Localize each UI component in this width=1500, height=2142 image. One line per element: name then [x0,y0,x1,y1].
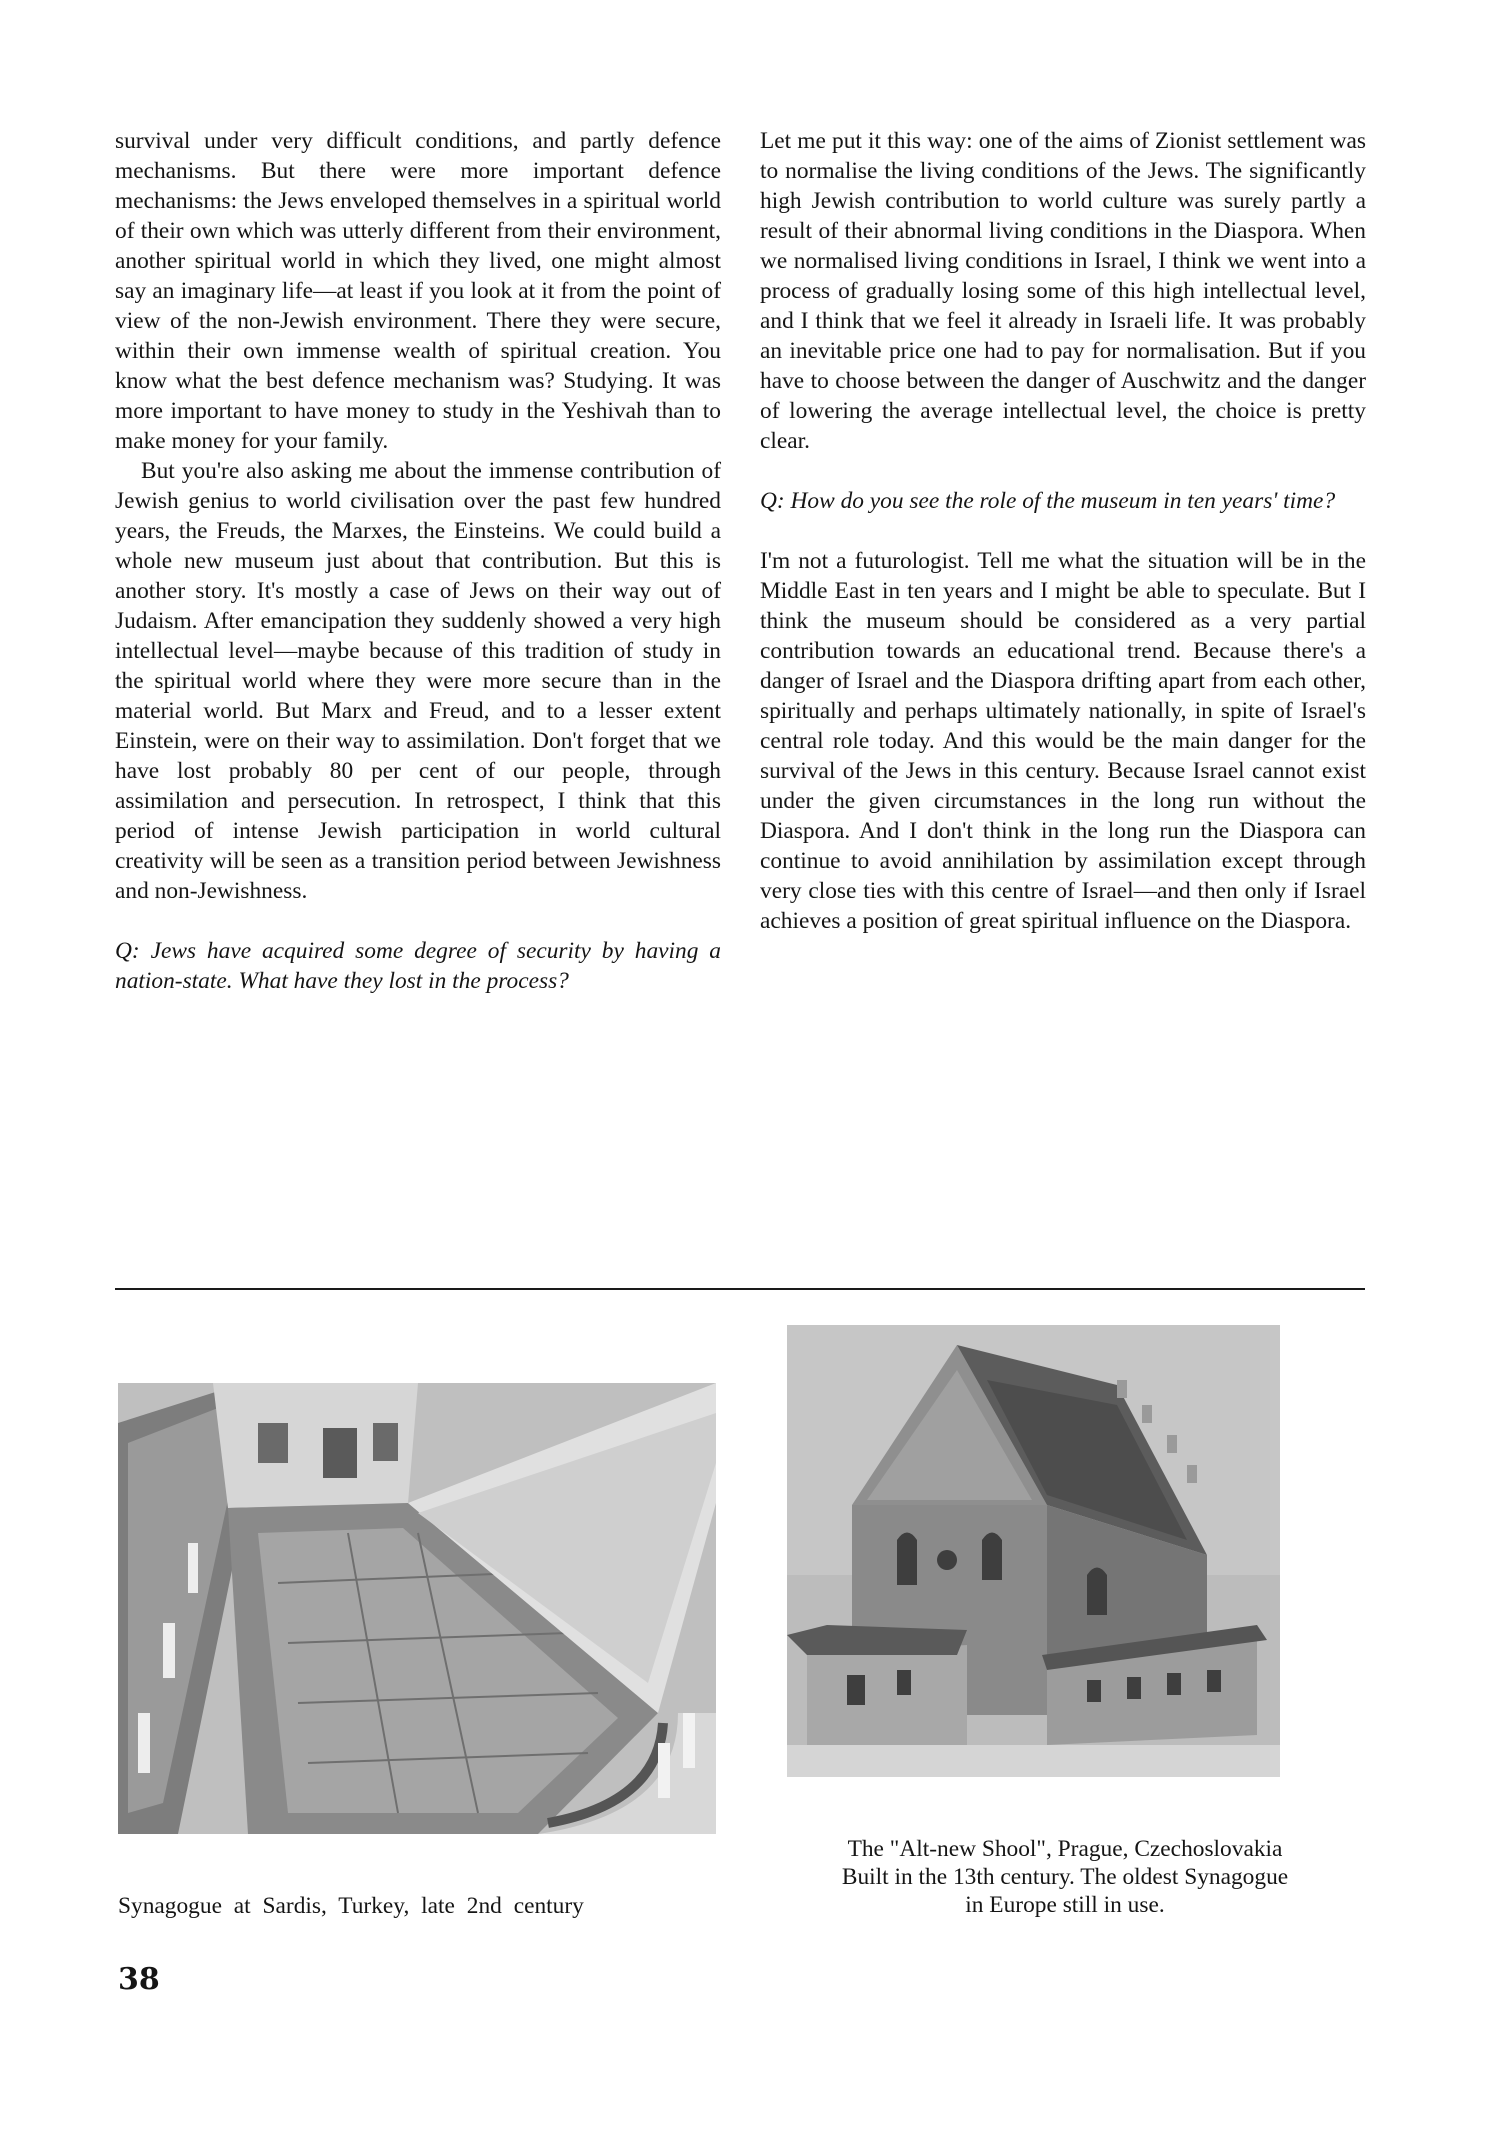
altneu-caption-line-1: The "Alt-new Shool", Prague, Czechoslovakia [847,1836,1283,1862]
left-paragraph-1: survival under very difficult conditions, and partly defence mechanisms. But there were more important defence mechanisms: the Jews enveloped themselves in a spiritual world of their own which was utterly different from their environment, another spiritual world in which they lived, one might almost say an imaginary life—at least if you look at it from the point of view of the non-Jewish environment. There they were secure, within their own immense wealth of spiritual creation. You know what the best defence mechanism was? Studying. It was more important to have money to study in the Yeshivah than to make money for your family. [115,128,721,454]
right-column [760,126,1366,936]
right-paragraph-2: I'm not a futurologist. Tell me what the situation will be in the Middle East in ten years and I might be able to speculate. But I think the museum should be considered as a very partial contribution towards an educational trend. Because there's a danger of Israel and the Diaspora drifting apart from each other, spiritually and perhaps ultimately nationally, in spite of Israel's central role today. And this would be the main danger for the survival of the Jews in this century. Because Israel cannot exist under the given circumstances in the long run without the Diaspora. And I don't think in the long run the Diaspora can continue to avoid annihilation by assimilation except through very close ties with this centre of Israel—and then only if Israel achieves a position of great spiritual influence on the Diaspora. [760,548,1366,934]
horizontal-divider [115,1288,1365,1290]
sardis-synagogue-photo [118,1383,716,1834]
altneu-synagogue-photo [787,1325,1280,1777]
question-nation-state: Q: Jews have acquired some degree of security by having a nation-state. What have they lost in the process? [115,938,721,994]
left-paragraph-2: But you're also asking me about the immense contribution of Jewish genius to world civilisation over the past few hundred years, the Freuds, the Marxes, the Einsteins. We could build a whole new museum just about that contribution. But this is another story. It's mostly a case of Jews on their way out of Judaism. After emancipation they suddenly showed a very high intellectual level—maybe because of this tradition of study in the spiritual world where they were more secure than in the material world. But Marx and Freud, and to a lesser extent Einstein, were on their way to assimilation. Don't forget that we have lost probably 80 per cent of our people, through assimilation and persecution. In retrospect, I think that this period of intense Jewish participation in world cultural creativity will be seen as a transition period between Jewishness and non-Jewishness. [115,458,721,904]
sardis-caption: Synagogue at Sardis, Turkey, late 2nd century [118,1893,584,1919]
right-paragraph-1: Let me put it this way: one of the aims of Zionist settlement was to normalise the living conditions of the Jews. The significantly high Jewish contribution to world culture was surely partly a result of their abnormal living conditions in the Diaspora. When we normalised living conditions in Israel, I think we went into a process of gradually losing some of this high intellectual level, and I think that we feel it already in Israeli life. It was probably an inevitable price one had to pay for normalisation. But if you have to choose between the danger of Auschwitz and the danger of lowering the average intellectual level, the choice is pretty clear. [760,128,1366,454]
page-number: 38 [118,1962,160,1997]
left-column [115,126,721,996]
altneu-caption-line-2: Built in the 13th century. The oldest Synagogue [841,1864,1289,1890]
altneu-caption-line-3: in Europe still in use. [965,1892,1165,1918]
altneu-caption [760,1835,1370,1919]
question-museum-role: Q: How do you see the role of the museum in ten years' time? [760,488,1336,514]
